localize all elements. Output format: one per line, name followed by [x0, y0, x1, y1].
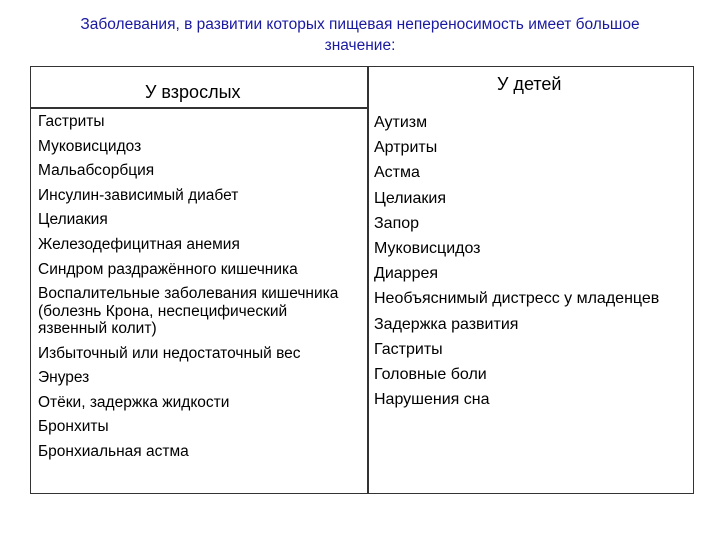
list-item: Бронхиты: [38, 418, 109, 436]
diseases-table: [30, 66, 694, 494]
list-item: Мальабсорбция: [38, 162, 155, 180]
list-item: Диаррея: [374, 265, 439, 283]
list-item: Гастриты: [38, 113, 105, 130]
adults-disease-list: [38, 113, 360, 468]
list-item: Железодефицитная анемия: [38, 235, 240, 253]
header-divider: [31, 107, 367, 109]
list-item: Воспалительные заболевания кишечника (болезнь Крона, неспецифический язвенный колит): [38, 285, 339, 337]
children-disease-list: [374, 113, 692, 415]
list-item: Целиакия: [374, 189, 446, 207]
list-item: Отёки, задержка жидкости: [38, 393, 230, 411]
list-item: Целиакия: [38, 211, 108, 229]
list-item: Избыточный или недостаточный вес: [38, 344, 301, 362]
list-item: Головные боли: [374, 365, 487, 383]
list-item: Аутизм: [374, 114, 428, 131]
list-item: Инсулин-зависимый диабет: [38, 186, 239, 204]
list-item: Астма: [374, 164, 420, 182]
list-item: Нарушения сна: [374, 391, 490, 409]
adults-column-header: У взрослых: [145, 82, 241, 102]
list-item: Муковисцидоз: [374, 239, 481, 257]
page-title: Заболевания, в развитии которых пищевая непереносимость имеет большое значение:: [80, 16, 640, 54]
children-column-header: У детей: [497, 74, 562, 94]
list-item: Бронхиальная астма: [38, 442, 189, 460]
column-divider: [367, 67, 369, 493]
list-item: Гастриты: [374, 340, 443, 358]
list-item: Необъяснимый дистресс у младенцев: [374, 290, 660, 308]
list-item: Муковисцидоз: [38, 137, 142, 155]
list-item: Артриты: [374, 139, 438, 157]
list-item: Задержка развития: [374, 315, 519, 333]
list-item: Энурез: [38, 369, 90, 387]
list-item: Запор: [374, 214, 420, 232]
list-item: Синдром раздражённого кишечника: [38, 260, 298, 278]
